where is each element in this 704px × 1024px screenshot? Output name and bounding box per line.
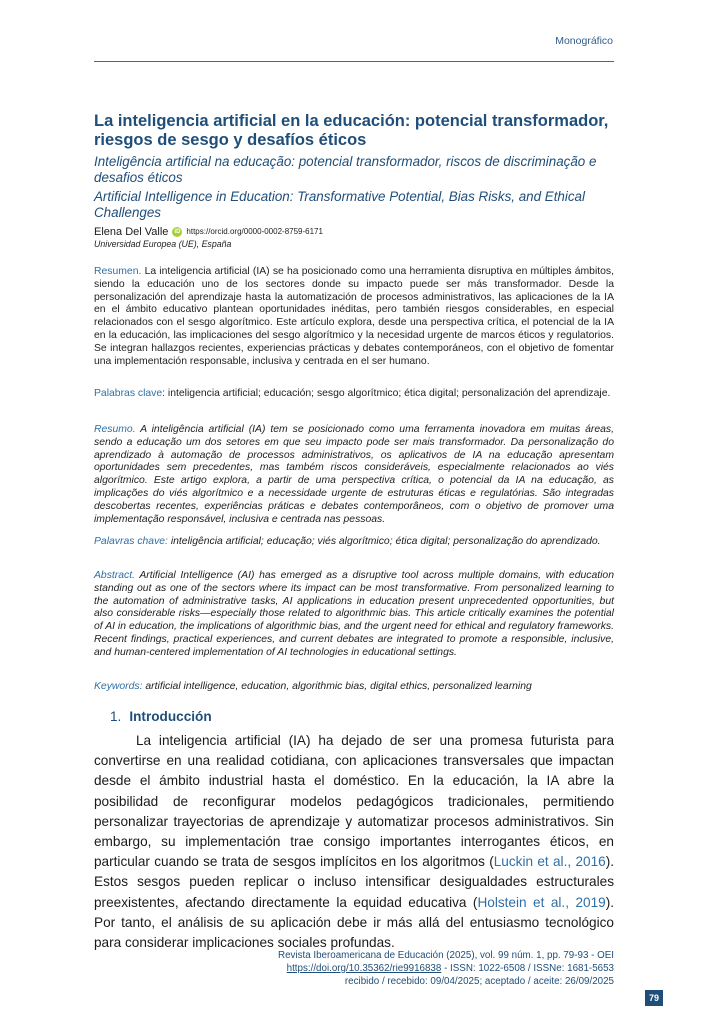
abstract-label: Abstract. <box>94 570 135 581</box>
doi-link[interactable]: https://doi.org/10.35362/rie9916838 <box>286 962 442 974</box>
abstract-label: Resumen. <box>94 266 142 277</box>
keywords-portuguese <box>94 536 614 549</box>
abstract-portuguese <box>94 424 614 526</box>
abstract-text: La inteligencia artificial (IA) se ha posicionado como una herramienta disruptiva en múltiples ámbitos, siendo la educación uno de los sectores donde su impacto puede ser más transformador. Desde la personalización del aprendizaje hasta la automatización de procesos administrativos, las aplicaciones de la IA en el ámbito educativo plantean oportunidades inéditas, pero también riesgos considerables, en especial relacionados con el sesgo algorítmico. Este artículo explora, desde una perspectiva crítica, el potencial de la IA en la educación, las implicaciones del sesgo algorítmico y la necesidad urgente de marcos éticos y regulatorios. Se integran hallazgos recientes, experiencias prácticas y debates contemporáneos, con el objetivo de fomentar una implementación responsable, inclusiva y centrada en el ser humano. <box>94 266 615 367</box>
footer-citation <box>194 950 614 988</box>
section-body <box>94 731 614 953</box>
keywords-text: artificial intelligence, education, algorithmic bias, digital ethics, personalized learning <box>142 681 532 692</box>
orcid-link[interactable]: https://orcid.org/0000-0002-8759-6171 <box>186 227 323 236</box>
keywords-text: inteligência artificial; educação; viés algorítmico; ética digital; personalização do aprendizado. <box>167 536 601 547</box>
section-number: 1. <box>110 709 122 724</box>
citation-link[interactable]: Luckin et al., 2016 <box>493 854 606 870</box>
abstract-spanish <box>94 266 614 368</box>
keywords-spanish <box>94 388 614 401</box>
author-name: Elena Del Valle <box>94 226 169 238</box>
section-label: Monográfico <box>555 35 613 47</box>
section-heading <box>110 709 212 724</box>
title-portuguese: Inteligência artificial na educação: potencial transformador, riscos de discriminação e desafios éticos <box>94 154 597 185</box>
header-rule <box>94 61 614 62</box>
body-paragraph: La inteligencia artificial (IA) ha dejado de ser una promesa futurista para convertirse en una realidad cotidiana, con aplicaciones transversales que impactan desde el ámbito industrial hasta el doméstico. En la educación, la IA abre la posibilidad de reconfigurar modelos pedagógicos tradicionales, permitiendo personalizar trayectorias de aprendizaje y automatizar procesos administrativos. Sin embargo, su implementación trae consigo importantes interrogantes éticos, en particular cuando se trata de sesgos implícitos en los algoritmos (Luckin et al., 2016). Estos sesgos pueden replicar o incluso intensificar desigualdades estructurales preexistentes, afectando directamente la equidad educativa (Holstein et al., 2019). Por tanto, el análisis de su aplicación debe ir más allá del entusiasmo tecnológico para considerar implicaciones sociales profundas. <box>94 733 615 951</box>
journal-info: Revista Iberoamericana de Educación (2025), vol. 99 núm. 1, pp. 79-93 - OEI <box>278 950 614 961</box>
running-header <box>0 0 704 70</box>
keywords-label: Keywords: <box>94 681 143 692</box>
keywords-label: Palabras clave <box>94 388 163 399</box>
orcid-icon[interactable]: iD <box>174 229 181 235</box>
abstract-label: Resumo. <box>94 424 136 435</box>
issn-info: - ISSN: 1022-6508 / ISSNe: 1681-5653 <box>441 962 614 974</box>
abstract-text: Artificial Intelligence (AI) has emerged as a disruptive tool across multiple domains, with education standing out as one of the sectors where its impact can be most transformative. From personalized learning to the automation of administrative tasks, AI applications in education present unprecedented opportunities, but also considerable risks—especially those related to algorithmic bias. This article critically examines the potential of AI in education, the implications of algorithmic bias, and the urgent need for ethical and regulatory frameworks. Recent findings, practical experiences, and current debates are integrated to promote a responsible, inclusive, and human-centered implementation of AI technologies in educational settings. <box>94 570 614 658</box>
abstract-english <box>94 570 614 660</box>
author-line <box>94 225 614 239</box>
keywords-label: Palavras chave: <box>94 536 168 547</box>
keywords-text: : inteligencia artificial; educación; sesgo algorítmico; ética digital; personalización del aprendizaje. <box>162 388 611 399</box>
citation-link[interactable]: Holstein et al., 2019 <box>477 894 606 910</box>
keywords-english <box>94 681 614 694</box>
section-title: Introducción <box>129 709 212 724</box>
title-spanish: La inteligencia artificial en la educación: potencial transformador, riesgos de sesgo y desafíos éticos <box>94 112 609 149</box>
abstract-text: A inteligência artificial (IA) tem se posicionado como uma ferramenta inovadora em muitas áreas, sendo a educação um dos setores em que seu impacto pode ser mais transformador. Da personalização do aprendizado à automação de processos administrativos, os aplicativos de IA na educação apresentam oportunidades sem precedentes, mas também riscos consideráveis, especialmente relacionados ao viés algorítmico. Este artigo explora, a partir de uma perspectiva crítica, o potencial da IA na educação, as implicações do viés algorítmico e a necessidade urgente de estruturas éticas e regulatórias. São integradas descobertas recentes, experiências práticas e debates contemporâneos, com o objetivo de promover uma implementação responsável, inclusiva e centrada nas pessoas. <box>94 424 614 525</box>
author-affiliation: Universidad Europea (UE), España <box>94 239 232 249</box>
title-english: Artificial Intelligence in Education: Transformative Potential, Bias Risks, and Ethical Challenges <box>94 189 585 220</box>
dates-info: recibido / recebido: 09/04/2025; aceptado / aceite: 26/09/2025 <box>344 975 614 987</box>
page-number: 79 <box>645 990 663 1006</box>
